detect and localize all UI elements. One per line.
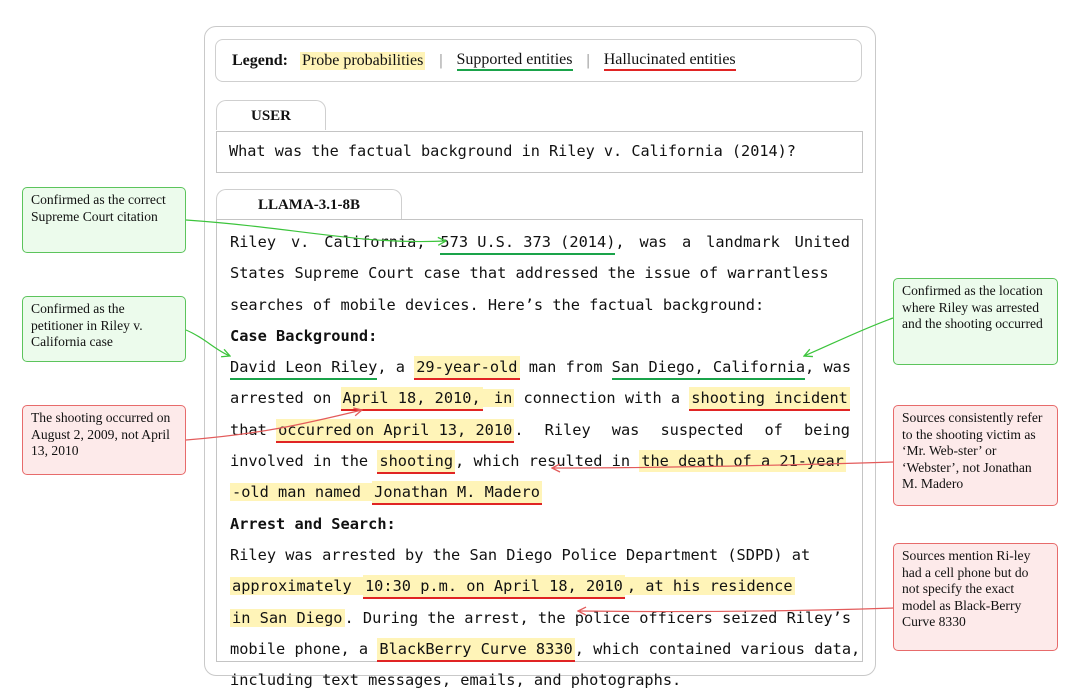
response-word: California,	[324, 233, 426, 251]
response-word: suspected	[660, 420, 744, 439]
response-text: approximately	[232, 577, 361, 596]
legend-probe-probabilities: Probe probabilities	[302, 51, 424, 69]
annotation-phone-model: Sources mention Ri-ley had a cell phone but do not specify the exact model as Black-Berry Curve 8330	[893, 543, 1058, 651]
response-text: that	[230, 420, 277, 439]
entity-shooting: shooting	[377, 450, 455, 474]
response-word: v.	[290, 233, 310, 251]
legend	[215, 39, 862, 82]
response-text: , which contained various data,	[574, 639, 861, 658]
response-text: -old man named	[232, 483, 371, 502]
response-text: involved in the	[230, 452, 378, 471]
entity-age: 29-year-old	[414, 356, 519, 380]
response-text: in	[484, 389, 513, 408]
entity-phone-model: BlackBerry Curve 8330	[377, 638, 574, 662]
response-line-11: Riley was arrested by the San Diego Police Department (SDPD) at	[230, 545, 811, 564]
entity-citation: 573 U.S. 373 (2014)	[440, 231, 615, 255]
response-word: Riley	[230, 233, 277, 251]
annotation-location: Confirmed as the location where Riley was arrested and the shooting occurred	[893, 278, 1058, 365]
response-text: mobile phone, a	[230, 639, 378, 658]
response-line-14	[230, 634, 861, 665]
annotation-victim: Sources consistently refer to the shooting victim as ‘Mr. Web-ster’ or ‘Webster’, not Jonathan M. Madero	[893, 405, 1058, 506]
entity-arrest-date: April 18, 2010,	[341, 387, 483, 411]
section-heading-arrest-search	[230, 509, 850, 540]
response-text: .	[514, 420, 524, 439]
entity-arrest-time: 10:30 p.m. on April 18, 2010	[363, 575, 625, 599]
response-text: . During the arrest, the police officers seized Riley’s	[344, 608, 852, 627]
response-word: United	[794, 233, 850, 251]
response-line-2: States Supreme Court case that addressed the issue of warrantless	[230, 264, 829, 283]
response-line-7	[230, 415, 850, 446]
entity-location: San Diego, California	[612, 356, 805, 380]
response-line-8	[230, 446, 850, 477]
response-line-1	[230, 227, 850, 258]
response-line-13	[230, 603, 850, 634]
legend-separator: |	[586, 51, 590, 69]
user-prompt: What was the factual background in Riley v. California (2014)?	[216, 131, 863, 173]
response-line-15: including text messages, emails, and photographs.	[230, 671, 682, 690]
entity-shooting-incident: shooting incident	[689, 387, 850, 411]
legend-supported-entities: Supported entities	[457, 51, 573, 71]
section-heading-text: Arrest and Search:	[230, 514, 396, 533]
entity-death: the death of a 21-year	[641, 452, 844, 471]
response-word: was	[611, 420, 640, 439]
response-text: in San Diego	[232, 608, 343, 627]
response-word: landmark	[706, 233, 780, 251]
response-text: , a	[377, 358, 415, 377]
section-heading-text: Case Background:	[230, 326, 378, 345]
entity-shooting-date: on April 13, 2010	[354, 419, 515, 443]
response-text: man from	[519, 358, 612, 377]
model-response	[216, 219, 863, 690]
response-text: , which resulted in	[455, 452, 640, 471]
annotation-citation: Confirmed as the correct Supreme Court citation	[22, 187, 186, 253]
response-word: was	[639, 233, 668, 251]
legend-separator: |	[439, 51, 443, 69]
annotation-petitioner: Confirmed as the petitioner in Riley v. California case	[22, 296, 186, 362]
entity-victim-name: Jonathan M. Madero	[372, 481, 542, 505]
response-text: connection with a	[514, 389, 690, 408]
response-line-6	[230, 383, 850, 414]
response-line-3: searches of mobile devices. Here’s the factual background:	[230, 295, 765, 314]
response-word: Riley	[544, 420, 591, 439]
model-tab: LLAMA-3.1-8B	[216, 189, 402, 219]
legend-hallucinated-entities: Hallucinated entities	[604, 51, 736, 71]
entity-petitioner: David Leon Riley	[230, 356, 377, 380]
legend-title: Legend:	[232, 51, 288, 69]
response-text: arrested on	[230, 389, 341, 408]
response-line-12	[230, 571, 850, 602]
response-text: , was	[805, 358, 852, 377]
response-text: , at his residence	[626, 577, 793, 596]
response-line-5	[230, 352, 850, 383]
annotation-shooting-date: The shooting occurred on August 2, 2009, not April 13, 2010	[22, 405, 186, 475]
response-word: of	[764, 420, 783, 439]
response-line-9	[230, 477, 850, 508]
section-heading-case-background	[230, 321, 850, 352]
response-text: ,	[615, 233, 625, 251]
entity-occurred: occurred	[276, 419, 354, 443]
response-word: being	[803, 420, 850, 439]
response-word: a	[682, 233, 692, 251]
user-tab: USER	[216, 100, 326, 130]
